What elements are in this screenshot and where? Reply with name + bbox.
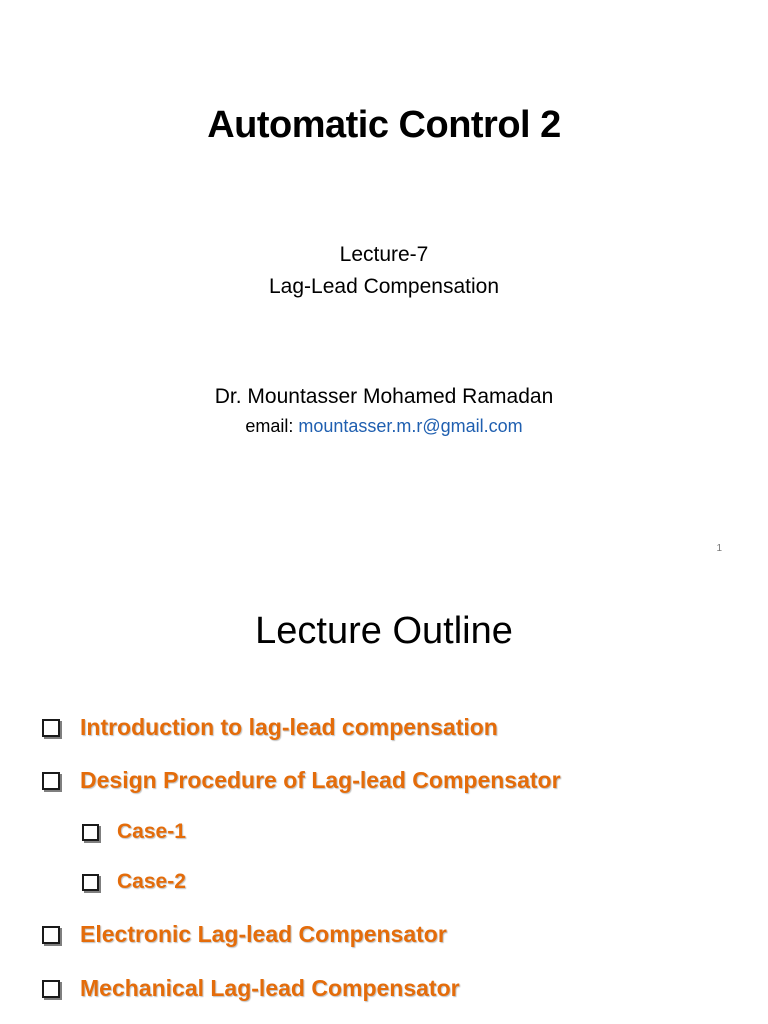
outline-bullet-list <box>0 576 768 1024</box>
checkbox-square-icon <box>42 719 60 737</box>
checkbox-square-icon <box>42 772 60 790</box>
slide-number: 1 <box>716 543 722 554</box>
outline-item <box>42 714 498 741</box>
outline-item-text: Introduction to lag-lead compensation <box>80 714 498 740</box>
lecture-number: Lecture-7 <box>339 243 429 266</box>
checkbox-square-icon <box>82 874 99 891</box>
outline-item-text: Electronic Lag-lead Compensator <box>80 921 447 947</box>
lecture-topic: Lag-Lead Compensation <box>269 275 499 298</box>
outline-item-text: Case-2 <box>117 870 186 893</box>
outline-item-text: Case-1 <box>117 820 186 843</box>
checkbox-square-icon <box>42 926 60 944</box>
outline-item-text: Mechanical Lag-lead Compensator <box>80 975 460 1001</box>
email-link[interactable]: mountasser.m.r@gmail.com <box>298 416 523 436</box>
outline-subitem <box>82 820 186 844</box>
email-label: email: <box>245 416 299 436</box>
email-line <box>0 416 768 437</box>
checkbox-square-icon <box>42 980 60 998</box>
outline-item <box>42 767 561 794</box>
author-name: Dr. Mountasser Mohamed Ramadan <box>214 385 554 408</box>
checkbox-square-icon <box>82 824 99 841</box>
outline-title: Lecture Outline <box>255 610 513 652</box>
slide-title: Automatic Control 2 <box>207 104 561 146</box>
outline-subitem <box>82 870 186 894</box>
outline-item-text: Design Procedure of Lag-lead Compensator <box>80 767 561 793</box>
outline-item <box>42 975 460 1002</box>
outline-slide <box>0 576 768 1024</box>
outline-item <box>42 921 447 948</box>
